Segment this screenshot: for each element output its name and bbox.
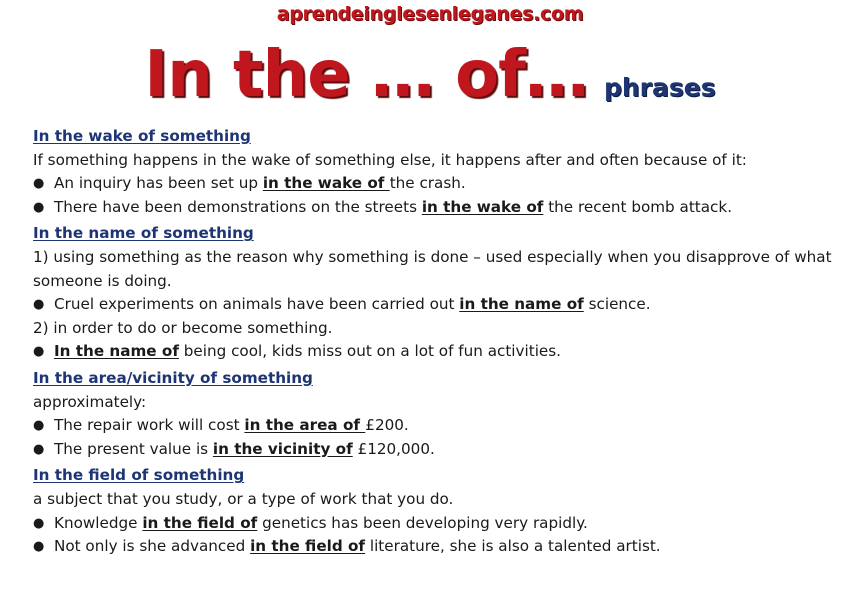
- phrase-highlight: in the wake of: [262, 174, 390, 193]
- bullet-icon: ●: [33, 297, 45, 313]
- example-after: £200.: [365, 416, 409, 435]
- entry-definition: approximately:: [33, 392, 147, 411]
- example-item: [33, 293, 833, 317]
- example-text: [54, 340, 561, 364]
- example-before: Cruel experiments on animals have been carried out: [54, 295, 460, 314]
- entry-definition: If something happens in the wake of something else, it happens after and often because of it:: [33, 150, 747, 169]
- bullet-icon: ●: [33, 176, 45, 192]
- entry-heading: In the name of something: [33, 224, 254, 243]
- bullet-icon: ●: [33, 515, 45, 531]
- example-after: the recent bomb attack.: [543, 197, 733, 216]
- example-item: [33, 512, 833, 536]
- entry-wake: [33, 125, 833, 219]
- example-text: [54, 512, 588, 536]
- entry-heading: In the wake of something: [33, 127, 251, 145]
- example-after: science.: [583, 295, 651, 314]
- example-before: An inquiry has been set up: [54, 174, 263, 193]
- example-item: [33, 414, 833, 438]
- example-after: £120,000.: [352, 439, 435, 458]
- example-text: [54, 172, 466, 196]
- example-item: [33, 340, 833, 364]
- phrase-highlight: in the field of: [250, 537, 366, 556]
- site-url: aprendeinglesenleganes.com: [276, 3, 584, 25]
- example-after: genetics has been developing very rapidly.: [257, 513, 588, 532]
- bullet-icon: ●: [33, 441, 45, 457]
- example-after: the crash.: [389, 174, 466, 193]
- phrase-highlight: in the area of: [244, 416, 366, 435]
- bullet-icon: ●: [33, 539, 45, 555]
- entry-definition: a subject that you study, or a type of work that you do.: [33, 489, 454, 508]
- example-text: [54, 414, 409, 438]
- example-item: [33, 196, 833, 220]
- entry-field: [33, 464, 833, 558]
- example-text: [54, 293, 651, 317]
- title-sub: phrases: [603, 73, 716, 102]
- example-item: [33, 535, 833, 559]
- phrase-highlight: in the field of: [142, 513, 258, 532]
- phrase-highlight: In the name of: [54, 342, 179, 361]
- example-text: [54, 438, 435, 462]
- entry-definition: 2) in order to do or become something.: [33, 318, 333, 337]
- phrase-highlight: in the name of: [459, 295, 584, 314]
- entry-heading: In the field of something: [33, 466, 245, 485]
- entry-area: [33, 367, 833, 461]
- page-title: [0, 38, 860, 112]
- entry-definition: 1) using something as the reason why something is done – used especially when you disapprove of what someone is doing.: [33, 247, 832, 290]
- example-text: [54, 196, 732, 220]
- example-text: [54, 535, 661, 559]
- example-after: literature, she is also a talented artist.: [365, 537, 661, 556]
- phrase-list: [33, 125, 833, 562]
- example-before: The repair work will cost: [54, 416, 245, 435]
- bullet-icon: ●: [33, 418, 45, 434]
- title-main: In the … of…: [144, 38, 588, 112]
- example-before: There have been demonstrations on the streets: [54, 197, 422, 216]
- bullet-icon: ●: [33, 199, 45, 215]
- example-before: Knowledge: [54, 513, 143, 532]
- entry-name: [33, 222, 833, 364]
- phrase-highlight: in the wake of: [421, 197, 544, 216]
- phrase-highlight: in the vicinity of: [212, 439, 353, 458]
- entry-heading: In the area/vicinity of something: [33, 368, 313, 387]
- example-before: The present value is: [54, 439, 213, 458]
- example-item: [33, 438, 833, 462]
- bullet-icon: ●: [33, 344, 45, 360]
- example-item: [33, 172, 833, 196]
- example-before: Not only is she advanced: [54, 537, 251, 556]
- example-after: being cool, kids miss out on a lot of fun activities.: [178, 342, 561, 361]
